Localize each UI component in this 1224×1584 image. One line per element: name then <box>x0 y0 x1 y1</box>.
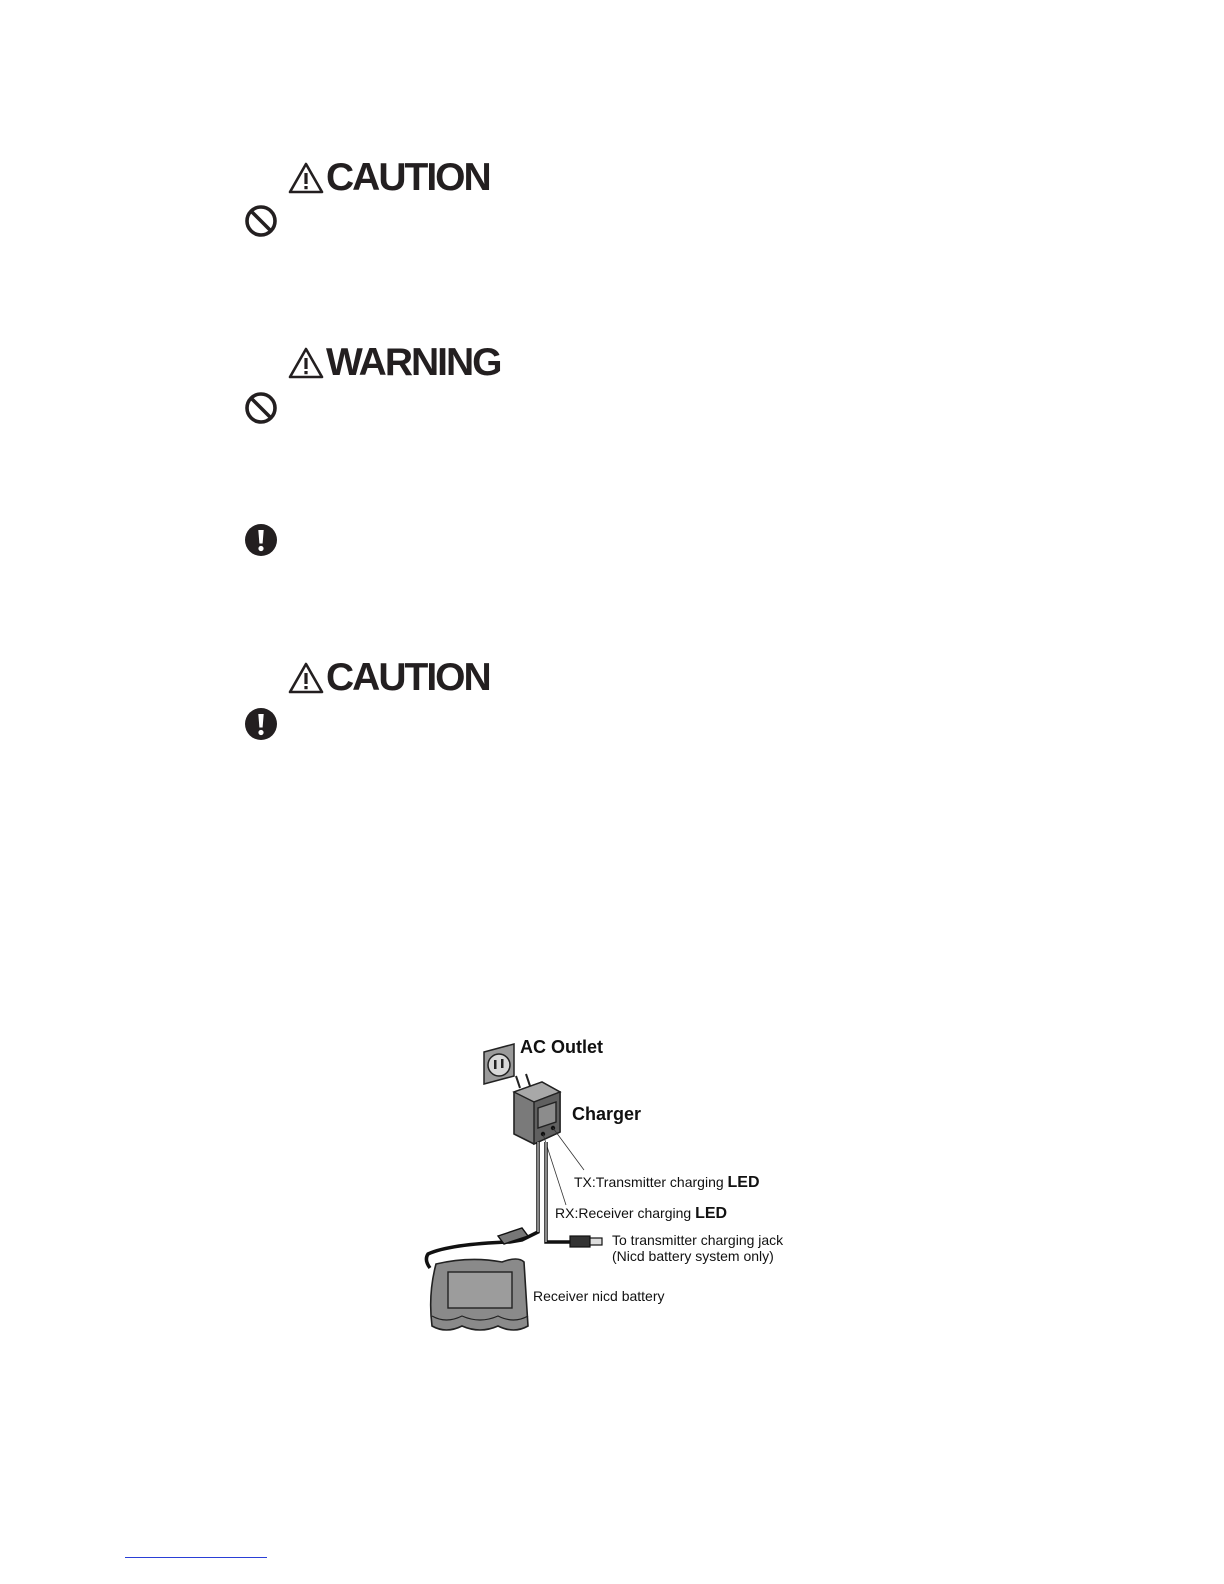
charger-body-icon <box>514 1082 560 1144</box>
tx-jack-label-line2: (Nicd battery system only) <box>612 1248 774 1264</box>
caution-heading-text: CAUTION <box>326 656 490 699</box>
footer-rule <box>125 1557 267 1558</box>
prohibition-icon <box>244 391 278 425</box>
caution-heading-1 <box>288 158 490 197</box>
mandatory-icon <box>244 523 278 557</box>
warning-heading-text: WARNING <box>326 341 501 384</box>
battery-pack-icon <box>431 1259 528 1330</box>
receiver-battery-label: Receiver nicd battery <box>533 1288 665 1304</box>
tx-led-label: TX:Transmitter charging LED <box>574 1174 760 1191</box>
warning-triangle-icon <box>288 162 324 194</box>
caution-heading-2 <box>288 658 490 697</box>
warning-triangle-icon <box>288 662 324 694</box>
tx-jack-label-line1: To transmitter charging jack <box>612 1232 784 1248</box>
ac-outlet-icon <box>484 1044 514 1084</box>
mandatory-icon <box>244 707 278 741</box>
caution-heading-text: CAUTION <box>326 156 490 199</box>
prohibition-icon <box>244 204 278 238</box>
warning-triangle-icon <box>288 347 324 379</box>
warning-heading <box>288 343 501 382</box>
rx-led-label: RX:Receiver charging LED <box>555 1205 728 1222</box>
charger-connection-diagram <box>410 1030 830 1350</box>
ac-outlet-label: AC Outlet <box>520 1037 603 1057</box>
charger-label: Charger <box>572 1104 642 1124</box>
